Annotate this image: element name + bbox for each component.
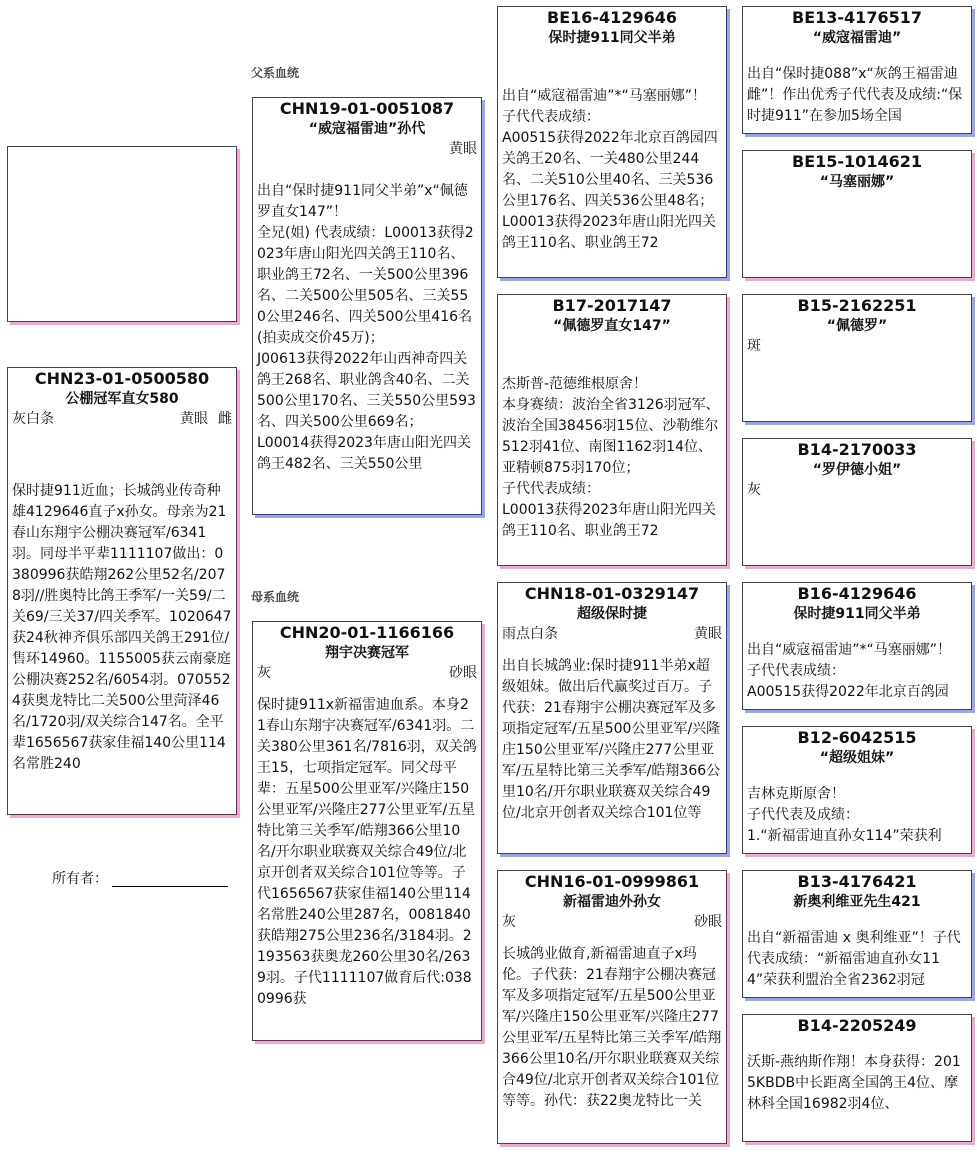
dam-dam-description: 长城鸽业做育,新福雷迪直子x玛伦。子代获：21春翔宇公棚决赛冠军及多项指定冠军/五星500公里亚军/兴隆庄150公里亚军/兴隆庄277公里亚军/五星特比第三关季军/皓翔366公里10名/开尔职业联赛双关综合49位/北京开创者双关综合101位等等。孙代：获22奥龙特比一关 xyxy=(502,946,722,1109)
subject-name: 公棚冠军直女580 xyxy=(65,391,179,407)
sire-sire-name: 保时捷911同父半弟 xyxy=(548,30,676,46)
dss-card xyxy=(742,582,972,710)
owner-blank-line xyxy=(112,868,228,887)
dss-ring-number: B16-4129646 xyxy=(797,584,917,603)
dam-section-label: 母系血统 xyxy=(251,590,300,604)
ssd-name: “马塞丽娜” xyxy=(819,174,895,190)
subject-sex: 雌 xyxy=(218,411,232,427)
sds-card xyxy=(742,294,972,422)
sds-name: “佩德罗” xyxy=(826,318,888,334)
dam-dam-ring-number: CHN16-01-0999861 xyxy=(524,872,700,891)
sire-sire-ring-number: BE16-4129646 xyxy=(547,8,677,27)
sdd-color: 灰 xyxy=(747,482,761,498)
dam-sire-description: 出自长城鸽业:保时捷911半弟x超级姐妹。做出后代赢奖过百万。子代获：21春翔宇公棚决赛冠军及多项指定冠军/五星500公里亚军/兴隆庄150公里亚军/兴隆庄277公里亚军/五星特比第三关季军/皓翔366公里10名/开尔职业联赛双关综合49位/北京开创者双关综合101位等 xyxy=(502,658,721,821)
dam-sire-card xyxy=(497,582,727,854)
sdd-name: “罗伊德小姐” xyxy=(812,462,902,478)
dam-card xyxy=(252,621,482,1041)
sire-dam-name: “佩德罗直女147” xyxy=(553,318,671,334)
dds-ring-number: B13-4176421 xyxy=(797,872,917,891)
dds-card xyxy=(742,870,972,998)
dsd-card xyxy=(742,726,972,854)
sire-description: 出自“保时捷911同父半弟”x“佩德罗直女147”！ 全兄(姐) 代表成绩：L00013获得2023年唐山阳光四关鸽王110名、职业鸽王72名、一关500公里396名、二关500公里505名、三关550公里246名、四关500公里416名(拍卖成交价45万)； J00613获得2022年山西神奇四关鸽王268名、职业鸽含40名、二关500公里170名、三关550公里593名、四关500公里669名； L00014获得2023年唐山阳光四关鸽王482名、三关550公里 xyxy=(257,183,476,472)
sire-dam-ring-number: B17-2017147 xyxy=(552,296,672,315)
dam-sire-attributes xyxy=(498,624,726,644)
ssd-card xyxy=(742,150,972,278)
sss-ring-number: BE13-4176517 xyxy=(792,8,922,27)
sire-card xyxy=(252,97,482,515)
dam-dam-color: 灰 xyxy=(502,914,516,930)
subject-description: 保时捷911近血；长城鸽业传奇种雄4129646直子x孙女。母亲为21春山东翔宇公棚决赛冠军/6341羽。同母半平辈1111107做出：0380996获皓翔262公里52名/2078羽//胜奥特比鸽王季军/一关59/二关69/三关37/四关季军。1020647获24秋神齐俱乐部四关鸽王291位/售环14960。1155005获云南豪庭公棚决赛252名/6054羽。0705524获奥龙特比二关500公里菏泽46名/1720羽/双关综合147名。全平辈1656567获家佳福140公里114名常胜240 xyxy=(12,483,232,772)
dam-attributes xyxy=(253,663,481,683)
sdd-card xyxy=(742,438,972,566)
dam-sire-name: 超级保时捷 xyxy=(577,606,647,622)
sire-dam-card xyxy=(497,294,727,566)
dam-eye: 砂眼 xyxy=(449,665,477,681)
dam-color: 灰 xyxy=(257,665,271,681)
subject-color: 灰白条 xyxy=(12,411,54,427)
subject-ring-number: CHN23-01-0500580 xyxy=(34,369,210,388)
dam-dam-eye: 砂眼 xyxy=(694,914,722,930)
sire-eye: 黄眼 xyxy=(449,141,477,157)
dam-dam-attributes xyxy=(498,912,726,932)
sdd-ring-number: B14-2170033 xyxy=(797,440,917,459)
sds-attributes xyxy=(743,336,971,356)
sss-description: 出自“保时捷088”x“灰鸽王福雷迪雌”！作出优秀子代代表及成绩:“保时捷911”在参加5场全国 xyxy=(747,66,963,124)
dam-sire-eye: 黄眼 xyxy=(694,626,722,642)
dam-dam-card xyxy=(497,870,727,1144)
dss-description: 出自“威寇福雷迪”*“马塞丽娜”！ 子代代表成绩： A00515获得2022年北京百鸽园 xyxy=(747,642,952,700)
dsd-name: “超级姐妹” xyxy=(819,750,895,766)
ssd-ring-number: BE15-1014621 xyxy=(792,152,922,171)
owner-field xyxy=(52,868,228,888)
sds-color: 斑 xyxy=(747,338,761,354)
sdd-attributes xyxy=(743,480,971,500)
subject-attributes xyxy=(8,409,236,429)
dam-description: 保时捷911x新福雷迪血系。本身21春山东翔宇决赛冠军/6341羽。二关380公里361名/7816羽，双关鸽王15，七项指定冠军。同父母平辈：五星500公里亚军/兴隆庄150公里亚军/兴隆庄277公里亚军/五星特比第三关季军/皓翔366公里10名/开尔职业联赛双关综合49位/北京开创者双关综合101位等等。子代1656567获家佳福140公里114名常胜240公里287名，0081840获皓翔275公里236名/3184羽。2193563获奥龙260公里30名/2639羽。子代1111107做育后代:0380996获 xyxy=(257,697,477,1007)
dam-dam-name: 新福雷迪外孙女 xyxy=(563,894,661,910)
dds-description: 出自“新福雷迪 x 奥利维亚”！子代代表成绩：“新福雷迪直孙女114”荣获利盟治全省2362羽冠 xyxy=(747,930,961,988)
sire-ring-number: CHN19-01-0051087 xyxy=(279,99,455,118)
dsd-ring-number: B12-6042515 xyxy=(797,728,917,747)
ddd-ring-number: B14-2205249 xyxy=(797,1016,917,1035)
owner-label: 所有者： xyxy=(52,871,108,887)
subject-eye: 黄眼 xyxy=(180,411,208,427)
sss-name: “威寇福雷迪” xyxy=(812,30,902,46)
sire-dam-description: 杰斯普-范德维根原舍！ 本身赛绩：波治全省3126羽冠军、波治全国38456羽15位、沙勒维尔512羽41位、南图1162羽14位、亚精顿875羽170位； 子代代表成绩： L00013获得2023年唐山阳光四关鸽王110名、职业鸽王72 xyxy=(502,376,720,539)
sire-sire-card xyxy=(497,6,727,278)
dds-name: 新奥利维亚先生421 xyxy=(793,894,921,910)
sire-section-label: 父系血统 xyxy=(251,66,300,80)
sss-card xyxy=(742,6,972,134)
sds-ring-number: B15-2162251 xyxy=(797,296,917,315)
dam-sire-ring-number: CHN18-01-0329147 xyxy=(524,584,700,603)
dam-sire-color: 雨点白条 xyxy=(502,626,558,642)
dss-name: 保时捷911同父半弟 xyxy=(793,606,921,622)
ddd-description: 沃斯-燕纳斯作翔！本身获得：2015KBDB中长距离全国鸽王4位、摩林科全国16982羽4位、 xyxy=(747,1054,961,1112)
dam-ring-number: CHN20-01-1166166 xyxy=(279,623,455,642)
sire-sire-description: 出自“威寇福雷迪”*“马塞丽娜”！ 子代代表成绩： A00515获得2022年北京百鸽园四关鸽王20名、一关480公里244名、二关510公里40名、三关536公里176名、四关536公里48名； L00013获得2023年唐山阳光四关鸽王110名、职业鸽王72 xyxy=(502,88,718,251)
photo-placeholder xyxy=(7,146,237,322)
ddd-card xyxy=(742,1014,972,1142)
dsd-description: 吉林克斯原舍！ 子代代表及成绩： 1.“新福雷迪直孙女114”荣获利 xyxy=(747,786,942,844)
subject-card xyxy=(7,367,237,815)
sire-attributes xyxy=(253,139,481,159)
dam-name: 翔宇决赛冠军 xyxy=(325,645,409,661)
sire-name: “威寇福雷迪”孙代 xyxy=(308,121,426,137)
